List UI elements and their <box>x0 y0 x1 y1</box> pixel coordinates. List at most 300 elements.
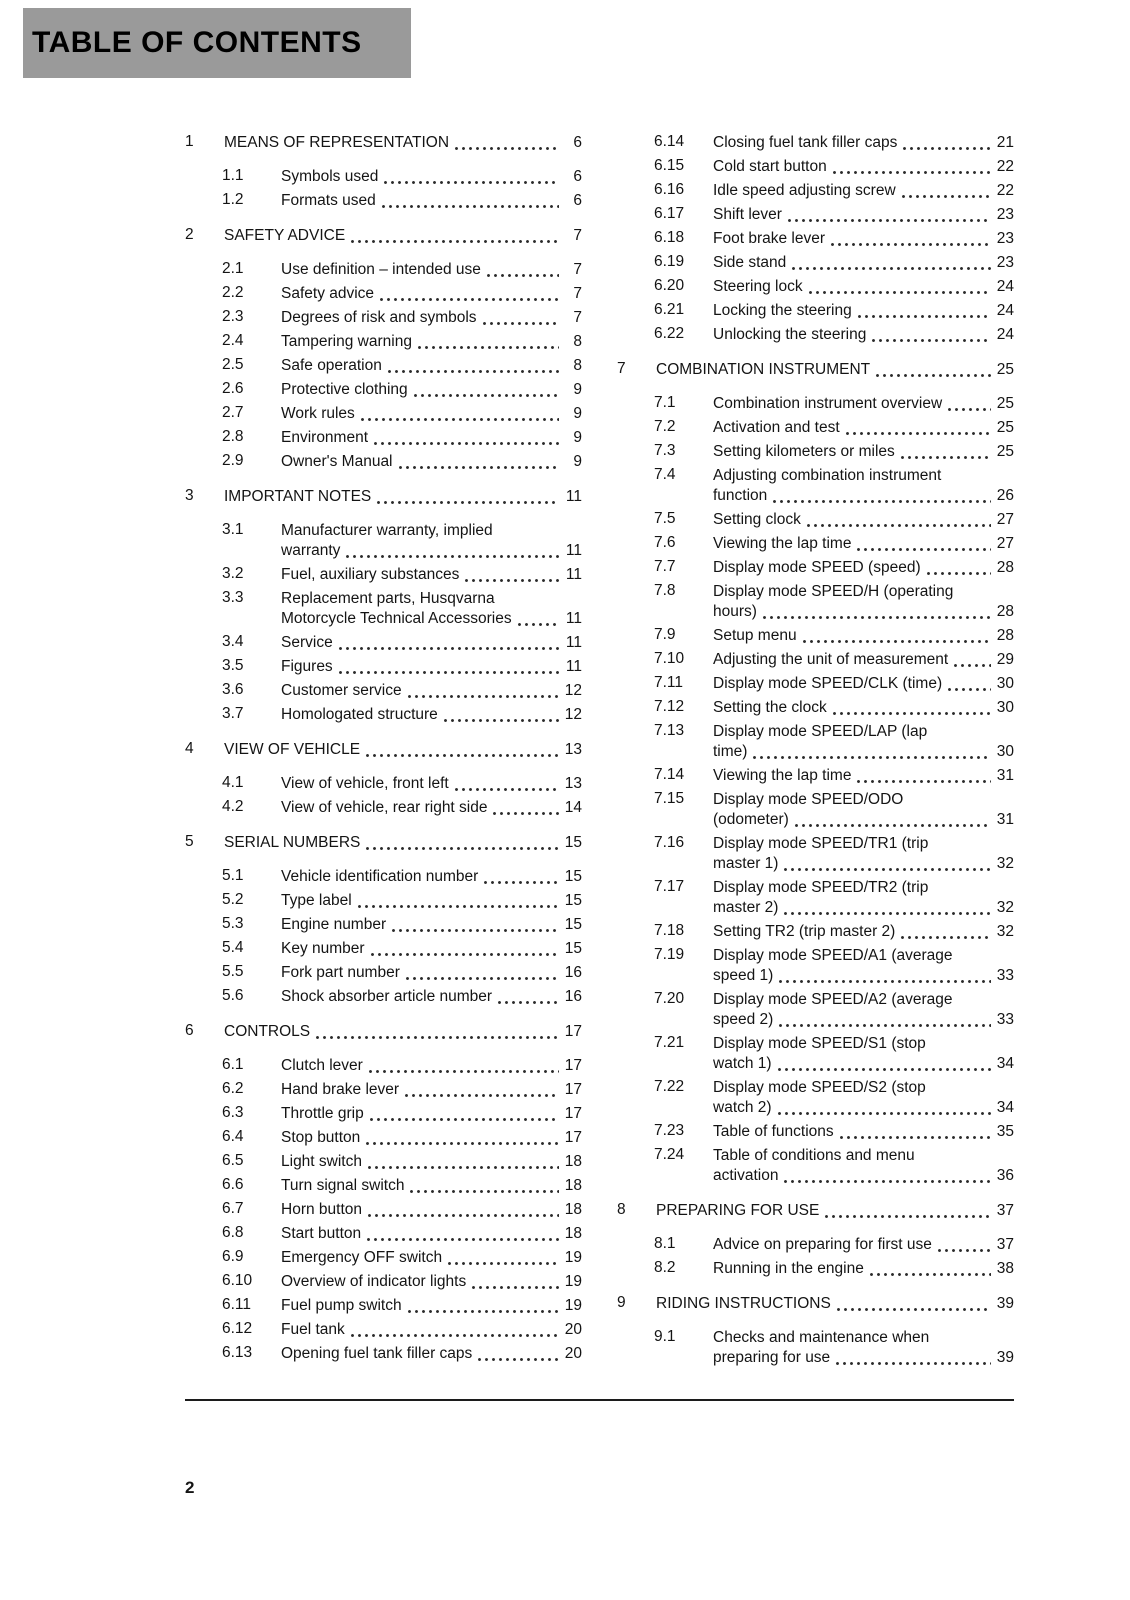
toc-entry-title <box>281 1128 582 1148</box>
toc-entry-title <box>713 990 1014 1030</box>
toc-entry-title-line: Engine number <box>281 916 387 933</box>
toc-section-entry <box>617 1120 1014 1144</box>
toc-right-column <box>617 131 1014 1370</box>
dot-leader <box>408 1190 559 1193</box>
toc-entry-title-line: Opening fuel tank filler caps <box>281 1345 473 1362</box>
toc-entry-number: 7.1 <box>654 394 676 411</box>
dot-leader <box>823 1215 991 1218</box>
toc-entry-page: 25 <box>996 419 1014 436</box>
dot-leader <box>314 1036 559 1039</box>
toc-entry-number: 1.1 <box>222 167 244 184</box>
toc-entry-page: 21 <box>996 134 1014 151</box>
toc-entry-page: 30 <box>996 743 1014 760</box>
toc-entry-number: 2.8 <box>222 428 244 445</box>
toc-entry-number: 6.15 <box>654 157 685 174</box>
toc-entry-title-line: MEANS OF REPRESENTATION <box>224 134 450 151</box>
toc-entry-number: 3.5 <box>222 657 244 674</box>
toc-section-entry <box>617 464 1014 508</box>
toc-entry-number: 8 <box>617 1201 626 1218</box>
toc-entry-title-line: Setting TR2 (trip master 2) <box>713 923 896 940</box>
dot-leader <box>901 147 991 150</box>
toc-entry-page: 25 <box>996 443 1014 460</box>
toc-entry-number: 3.6 <box>222 681 244 698</box>
toc-entry-title-line: CONTROLS <box>224 1023 311 1040</box>
toc-entry-number: 7.11 <box>654 674 684 691</box>
toc-entry-number: 7.19 <box>654 946 685 963</box>
toc-entry-title-line: Degrees of risk and symbols <box>281 309 477 326</box>
toc-entry-title <box>281 1176 582 1196</box>
toc-entry-number: 6.3 <box>222 1104 244 1121</box>
toc-entry-title <box>713 157 1014 177</box>
toc-entry-title <box>713 442 1014 462</box>
toc-entry-title <box>281 1320 582 1340</box>
toc-entry-title <box>281 798 582 818</box>
toc-entry-page: 9 <box>573 381 582 398</box>
toc-entry-number: 9 <box>617 1294 626 1311</box>
page-number: 2 <box>185 1478 195 1497</box>
dot-leader <box>397 466 559 469</box>
toc-entry-title-line: Display mode SPEED (speed) <box>713 559 921 576</box>
toc-entry-title-line: Clutch lever <box>281 1057 363 1074</box>
toc-entry-page: 16 <box>564 964 582 981</box>
toc-section-entry <box>185 519 582 563</box>
toc-chapter-entry <box>185 831 582 855</box>
dot-leader <box>751 756 991 759</box>
toc-section-entry <box>617 764 1014 788</box>
toc-entry-title <box>281 308 582 328</box>
toc-entry-number: 6.4 <box>222 1128 244 1145</box>
toc-entry-title-line: Display mode SPEED/TR1 (trip <box>713 835 929 852</box>
toc-entry-number: 9.1 <box>654 1328 676 1345</box>
toc-entry-number: 2.6 <box>222 380 244 397</box>
dot-leader <box>782 912 991 915</box>
toc-entry-page: 25 <box>996 361 1014 378</box>
dot-leader <box>782 868 991 871</box>
toc-entry-title-line: speed 1) <box>713 967 774 984</box>
toc-entry-number: 7.14 <box>654 766 685 783</box>
toc-entry-title <box>281 404 582 424</box>
toc-section-entry <box>617 832 1014 876</box>
toc-entry-title <box>713 325 1014 345</box>
toc-entry-title-line: master 1) <box>713 855 779 872</box>
toc-section-entry <box>617 696 1014 720</box>
toc-section-entry <box>185 796 582 820</box>
toc-left-column <box>185 131 582 1370</box>
toc-entry-number: 2.7 <box>222 404 244 421</box>
toc-entry-page: 15 <box>564 834 582 851</box>
toc-section-entry <box>185 913 582 937</box>
toc-entry-title-line: Steering lock <box>713 278 803 295</box>
toc-entry-title-line: Display mode SPEED/LAP (lap <box>713 723 928 740</box>
toc-section-entry <box>185 1078 582 1102</box>
toc-entry-title-line: Table of conditions and menu <box>713 1147 915 1164</box>
toc-entry-title <box>224 133 582 153</box>
toc-entry-title <box>281 1104 582 1124</box>
toc-entry-title <box>713 1259 1014 1279</box>
toc-entry-title-line: Vehicle identification number <box>281 868 479 885</box>
toc-entry-number: 7 <box>617 360 626 377</box>
toc-entry-number: 8.2 <box>654 1259 676 1276</box>
toc-section-entry <box>617 556 1014 580</box>
toc-entry-title <box>656 1294 1014 1314</box>
toc-section-entry <box>185 1318 582 1342</box>
toc-entry-page: 18 <box>564 1201 582 1218</box>
toc-section-entry <box>617 580 1014 624</box>
toc-entry-number: 5.5 <box>222 963 244 980</box>
dot-leader <box>482 881 559 884</box>
toc-entry-title-line: Activation and test <box>713 419 840 436</box>
toc-chapter-entry <box>617 1199 1014 1223</box>
toc-entry-page: 32 <box>996 923 1014 940</box>
toc-entry-page: 28 <box>996 627 1014 644</box>
toc-section-entry <box>185 679 582 703</box>
dot-leader <box>925 572 991 575</box>
toc-entry-page: 34 <box>996 1055 1014 1072</box>
toc-section-entry <box>617 203 1014 227</box>
toc-entry-page: 20 <box>564 1321 582 1338</box>
toc-section-entry <box>185 937 582 961</box>
toc-entry-title-line: Setting clock <box>713 511 801 528</box>
toc-section-entry <box>185 889 582 913</box>
toc-entry-number: 4.2 <box>222 798 244 815</box>
toc-entry-page: 22 <box>996 158 1014 175</box>
dot-leader <box>337 671 559 674</box>
toc-entry-number: 2.3 <box>222 308 244 325</box>
dot-leader <box>382 181 559 184</box>
dot-leader <box>406 695 559 698</box>
toc-entry-page: 11 <box>565 634 582 651</box>
toc-entry-page: 25 <box>996 395 1014 412</box>
dot-leader <box>453 147 559 150</box>
toc-entry-title-line: Symbols used <box>281 168 379 185</box>
toc-section-entry <box>185 563 582 587</box>
toc-entry-page: 23 <box>996 206 1014 223</box>
toc-section-entry <box>617 1076 1014 1120</box>
toc-entry-title-line: Running in the engine <box>713 1260 864 1277</box>
toc-entry-page: 11 <box>565 488 582 505</box>
dot-leader <box>364 754 559 757</box>
toc-entry-number: 5.3 <box>222 915 244 932</box>
toc-entry-title-line: Display mode SPEED/A2 (average <box>713 991 953 1008</box>
toc-entry-number: 2.5 <box>222 356 244 373</box>
toc-section-entry <box>185 330 582 354</box>
toc-entry-number: 6.20 <box>654 277 685 294</box>
dot-leader <box>874 374 991 377</box>
toc-entry-number: 2.4 <box>222 332 244 349</box>
toc-section-entry <box>185 961 582 985</box>
toc-entry-page: 17 <box>564 1105 582 1122</box>
dot-leader <box>855 780 991 783</box>
toc-section-entry <box>617 440 1014 464</box>
dot-leader <box>403 1094 559 1097</box>
toc-entry-page: 32 <box>996 899 1014 916</box>
toc-entry-title <box>281 589 582 629</box>
toc-entry-title-line: View of vehicle, rear right side <box>281 799 488 816</box>
toc-chapter-entry <box>185 224 582 248</box>
toc-entry-number: 6.7 <box>222 1200 244 1217</box>
toc-entry-title-line: VIEW OF VEHICLE <box>224 741 361 758</box>
toc-entry-page: 19 <box>564 1297 582 1314</box>
toc-section-entry <box>617 532 1014 556</box>
toc-entry-title <box>713 205 1014 225</box>
toc-entry-page: 8 <box>573 333 582 350</box>
dot-leader <box>485 274 559 277</box>
toc-entry-title <box>281 1224 582 1244</box>
toc-section-entry <box>185 306 582 330</box>
toc-entry-title <box>281 939 582 959</box>
dot-leader <box>463 579 559 582</box>
toc-entry-title <box>713 1034 1014 1074</box>
toc-entry-page: 12 <box>564 706 582 723</box>
toc-entry-title-line: Motorcycle Technical Accessories <box>281 610 512 627</box>
toc-entry-page: 20 <box>564 1345 582 1362</box>
page-header-box <box>23 8 411 78</box>
toc-entry-page: 13 <box>564 741 582 758</box>
dot-leader <box>404 977 559 980</box>
toc-entry-number: 6.21 <box>654 301 685 318</box>
toc-entry-title-line: PREPARING FOR USE <box>656 1202 820 1219</box>
toc-entry-page: 33 <box>996 967 1014 984</box>
toc-section-entry <box>185 1342 582 1366</box>
toc-entry-title <box>281 191 582 211</box>
toc-entry-number: 6.6 <box>222 1176 244 1193</box>
toc-entry-page: 36 <box>996 1167 1014 1184</box>
toc-entry-title <box>281 915 582 935</box>
dot-leader <box>359 418 559 421</box>
toc-entry-title <box>713 626 1014 646</box>
dot-leader <box>356 905 559 908</box>
toc-section-entry <box>617 275 1014 299</box>
toc-entry-number: 6.1 <box>222 1056 244 1073</box>
toc-entry-page: 11 <box>565 542 582 559</box>
toc-entry-title-line: Fuel tank <box>281 1321 345 1338</box>
dot-leader <box>946 688 991 691</box>
toc-entry-title <box>281 891 582 911</box>
toc-section-entry <box>185 282 582 306</box>
toc-entry-number: 1.2 <box>222 191 244 208</box>
toc-section-entry <box>617 720 1014 764</box>
toc-chapter-entry <box>185 1020 582 1044</box>
toc-section-entry <box>185 450 582 474</box>
dot-leader <box>386 370 559 373</box>
toc-entry-title-line: Idle speed adjusting screw <box>713 182 896 199</box>
toc-entry-page: 37 <box>996 1236 1014 1253</box>
toc-entry-title <box>713 1078 1014 1118</box>
toc-entry-title-line: Environment <box>281 429 369 446</box>
toc-entry-title <box>281 452 582 472</box>
toc-entry-title <box>281 1248 582 1268</box>
toc-chapter-entry <box>185 131 582 155</box>
toc-entry-page: 34 <box>996 1099 1014 1116</box>
toc-entry-number: 5.2 <box>222 891 244 908</box>
toc-section-entry <box>617 648 1014 672</box>
dot-leader <box>390 929 559 932</box>
toc-entry-number: 7.10 <box>654 650 685 667</box>
toc-entry-page: 15 <box>564 892 582 909</box>
dot-leader <box>375 501 559 504</box>
toc-entry-title <box>281 987 582 1007</box>
toc-entry-title <box>656 1201 1014 1221</box>
toc-entry-title-line: preparing for use <box>713 1349 831 1366</box>
toc-entry-number: 3.1 <box>222 521 244 538</box>
toc-section-entry <box>185 165 582 189</box>
dot-leader <box>855 548 991 551</box>
dot-leader <box>831 171 991 174</box>
dot-leader <box>899 456 991 459</box>
toc-section-entry <box>617 624 1014 648</box>
dot-leader <box>366 1214 559 1217</box>
dot-leader <box>868 1273 991 1276</box>
toc-section-entry <box>185 1174 582 1198</box>
toc-entry-title-line: Foot brake lever <box>713 230 825 247</box>
toc-entry-page: 39 <box>996 1349 1014 1366</box>
toc-entry-number: 7.7 <box>654 558 676 575</box>
toc-entry-title-line: function <box>713 487 768 504</box>
toc-entry-title-line: master 2) <box>713 899 779 916</box>
toc-entry-title-line: Horn button <box>281 1201 362 1218</box>
toc-entry-title <box>713 790 1014 830</box>
toc-entry-title-line: Customer service <box>281 682 402 699</box>
toc-entry-title-line: Replacement parts, Husqvarna <box>281 590 495 607</box>
toc-entry-title <box>713 277 1014 297</box>
toc-entry-title-line: Safety advice <box>281 285 375 302</box>
toc-section-entry <box>185 426 582 450</box>
toc-entry-page: 6 <box>573 192 582 209</box>
toc-entry-page: 9 <box>573 453 582 470</box>
toc-entry-title <box>713 582 1014 622</box>
toc-entry-number: 6.8 <box>222 1224 244 1241</box>
toc-entry-page: 9 <box>573 405 582 422</box>
toc-entry-page: 19 <box>564 1249 582 1266</box>
toc-entry-title-line: watch 2) <box>713 1099 772 1116</box>
dot-leader <box>776 1112 991 1115</box>
toc-section-entry <box>617 672 1014 696</box>
toc-entry-title-line: SAFETY ADVICE <box>224 227 346 244</box>
dot-leader <box>946 408 991 411</box>
toc-entry-title-line: Locking the steering <box>713 302 852 319</box>
dot-leader <box>496 1001 559 1004</box>
toc-entry-title <box>281 867 582 887</box>
toc-entry-title-line: Key number <box>281 940 365 957</box>
toc-entry-title-line: Use definition – intended use <box>281 261 481 278</box>
dot-leader <box>378 298 559 301</box>
dot-leader <box>835 1308 991 1311</box>
dot-leader <box>790 267 991 270</box>
toc-entry-title <box>281 774 582 794</box>
toc-entry-number: 6.19 <box>654 253 685 270</box>
toc-entry-number: 4 <box>185 740 194 757</box>
toc-entry-title <box>224 1022 582 1042</box>
toc-entry-number: 7.20 <box>654 990 685 1007</box>
toc-section-entry <box>617 1233 1014 1257</box>
toc-entry-title-line: Work rules <box>281 405 355 422</box>
toc-section-entry <box>617 227 1014 251</box>
toc-entry-number: 6.10 <box>222 1272 253 1289</box>
toc-entry-number: 4.1 <box>222 774 244 791</box>
footer-rule <box>185 1399 1014 1401</box>
toc-entry-number: 6.18 <box>654 229 685 246</box>
toc-entry-title-line: warranty <box>281 542 341 559</box>
toc-entry-page: 27 <box>996 511 1014 528</box>
toc-entry-title-line: Overview of indicator lights <box>281 1273 467 1290</box>
toc-entry-title <box>281 565 582 585</box>
toc-entry-number: 5.6 <box>222 987 244 1004</box>
toc-entry-page: 24 <box>996 278 1014 295</box>
toc-entry-page: 35 <box>996 1123 1014 1140</box>
dot-leader <box>344 555 559 558</box>
toc-entry-number: 2 <box>185 226 194 243</box>
toc-chapter-entry <box>185 485 582 509</box>
toc-entry-title-line: Protective clothing <box>281 381 408 398</box>
toc-entry-title <box>713 229 1014 249</box>
toc-entry-number: 7.5 <box>654 510 676 527</box>
toc-entry-title <box>224 740 582 760</box>
toc-entry-number: 7.9 <box>654 626 676 643</box>
toc-entry-title <box>713 133 1014 153</box>
toc-entry-page: 18 <box>564 1225 582 1242</box>
toc-section-entry <box>617 1326 1014 1370</box>
dot-leader <box>777 1024 991 1027</box>
toc-entry-page: 23 <box>996 230 1014 247</box>
toc-entry-number: 5.1 <box>222 867 244 884</box>
toc-section-entry <box>185 865 582 889</box>
dot-leader <box>777 980 991 983</box>
dot-leader <box>364 1142 559 1145</box>
toc-section-entry <box>617 920 1014 944</box>
toc-section-entry <box>185 1270 582 1294</box>
toc-entry-title-line: Safe operation <box>281 357 382 374</box>
toc-entry-title <box>281 681 582 701</box>
toc-entry-title-line: Cold start button <box>713 158 827 175</box>
toc-chapter-entry <box>185 738 582 762</box>
toc-entry-page: 28 <box>996 559 1014 576</box>
toc-entry-title-line: Adjusting the unit of measurement <box>713 651 949 668</box>
toc-section-entry <box>617 179 1014 203</box>
toc-section-entry <box>185 1222 582 1246</box>
dot-leader <box>831 712 991 715</box>
toc-entry-title-line: Display mode SPEED/CLK (time) <box>713 675 943 692</box>
toc-entry-title-line: Manufacturer warranty, implied <box>281 522 493 539</box>
toc-section-entry <box>185 189 582 213</box>
toc-section-entry <box>617 1032 1014 1076</box>
toc-entry-title <box>713 1235 1014 1255</box>
toc-entry-number: 7.15 <box>654 790 685 807</box>
dot-leader <box>491 812 559 815</box>
toc-entry-page: 22 <box>996 182 1014 199</box>
toc-entry-title-line: IMPORTANT NOTES <box>224 488 372 505</box>
toc-entry-title-line: activation <box>713 1167 779 1184</box>
toc-entry-title-line: hours) <box>713 603 757 620</box>
dot-leader <box>771 500 991 503</box>
toc-entry-number: 6.9 <box>222 1248 244 1265</box>
toc-entry-title <box>224 226 582 246</box>
dot-leader <box>807 291 991 294</box>
toc-entry-title <box>281 284 582 304</box>
toc-entry-title-line: Closing fuel tank filler caps <box>713 134 898 151</box>
toc-entry-title <box>281 1080 582 1100</box>
toc-entry-title <box>713 878 1014 918</box>
toc-entry-page: 38 <box>996 1260 1014 1277</box>
toc-entry-page: 9 <box>573 429 582 446</box>
toc-entry-title <box>281 963 582 983</box>
toc-entry-title <box>281 521 582 561</box>
dot-leader <box>365 1238 559 1241</box>
dot-leader <box>416 346 559 349</box>
toc-entry-title <box>713 722 1014 762</box>
toc-section-entry <box>185 1126 582 1150</box>
toc-entry-page: 8 <box>573 357 582 374</box>
toc-entry-title <box>713 766 1014 786</box>
